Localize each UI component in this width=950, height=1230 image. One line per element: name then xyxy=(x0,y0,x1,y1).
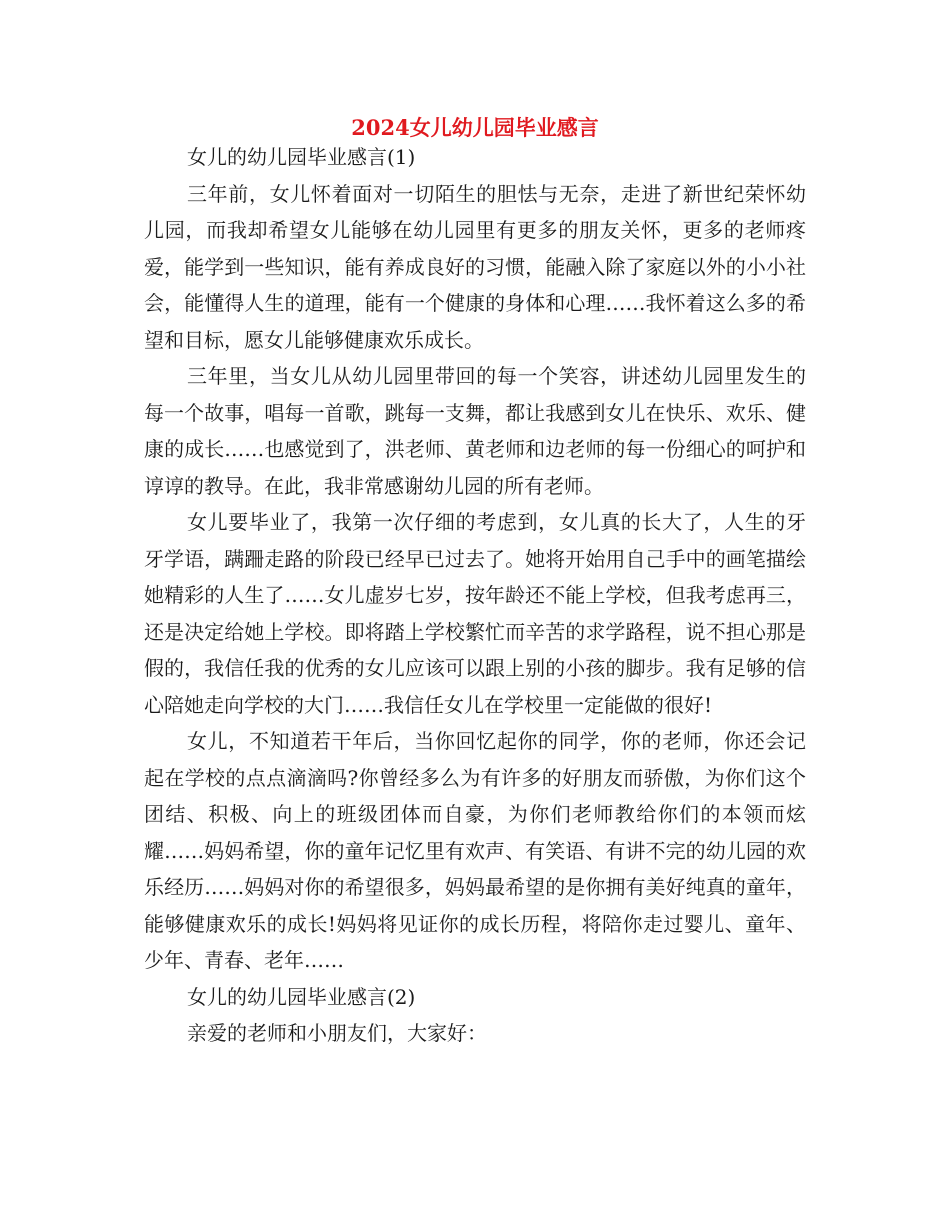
paragraph: 亲爱的老师和小朋友们，大家好： xyxy=(187,1021,487,1045)
paragraph: 三年前，女儿怀着面对一切陌生的胆怯与无奈，走进了新世纪荣怀幼儿园，而我却希望女儿能够在幼儿园里有更多的朋友关怀，更多的老师疼爱，能学到一些知识，能有养成良好的习惯，能融入除了家庭以外的小小社会，能懂得人生的道理，能有一个健康的身体和心理……我怀着这么多的希望和目标，愿女儿能够健康欢乐成长。 xyxy=(144,181,806,352)
section-heading: 女儿的幼儿园毕业感言(2) xyxy=(187,984,416,1009)
paragraph: 女儿，不知道若干年后，当你回忆起你的同学，你的老师，你还会记起在学校的点点滴滴吗?你曾经多么为有许多的好朋友而骄傲，为你们这个团结、积极、向上的班级团体而自豪，为你们老师教给你们的本领而炫耀……妈妈希望，你的童年记忆里有欢声、有笑语、有讲不完的幼儿园的欢乐经历……妈妈对你的希望很多，妈妈最希望的是你拥有美好纯真的童年，能够健康欢乐的成长!妈妈将见证你的成长历程，将陪你走过婴儿、童年、少年、青春、老年…… xyxy=(144,729,806,972)
document-title: 2024女儿幼儿园毕业感言 xyxy=(351,115,599,140)
paragraph: 女儿要毕业了，我第一次仔细的考虑到，女儿真的长大了，人生的牙牙学语，蹒跚走路的阶段已经早已过去了。她将开始用自己手中的画笔描绘她精彩的人生了……女儿虚岁七岁，按年龄还不能上学校，但我考虑再三，还是决定给她上学校。即将踏上学校繁忙而辛苦的求学路程，说不担心那是假的，我信任我的优秀的女儿应该可以跟上别的小孩的脚步。我有足够的信心陪她走向学校的大门……我信任女儿在学校里一定能做的很好! xyxy=(144,510,806,717)
paragraph: 三年里，当女儿从幼儿园里带回的每一个笑容，讲述幼儿园里发生的每一个故事，唱每一首歌，跳每一支舞，都让我感到女儿在快乐、欢乐、健康的成长……也感觉到了，洪老师、黄老师和边老师的每一份细心的呵护和谆谆的教导。在此，我非常感谢幼儿园的所有老师。 xyxy=(144,364,806,498)
document-body xyxy=(144,139,806,1052)
section-heading: 女儿的幼儿园毕业感言(1) xyxy=(187,145,416,169)
